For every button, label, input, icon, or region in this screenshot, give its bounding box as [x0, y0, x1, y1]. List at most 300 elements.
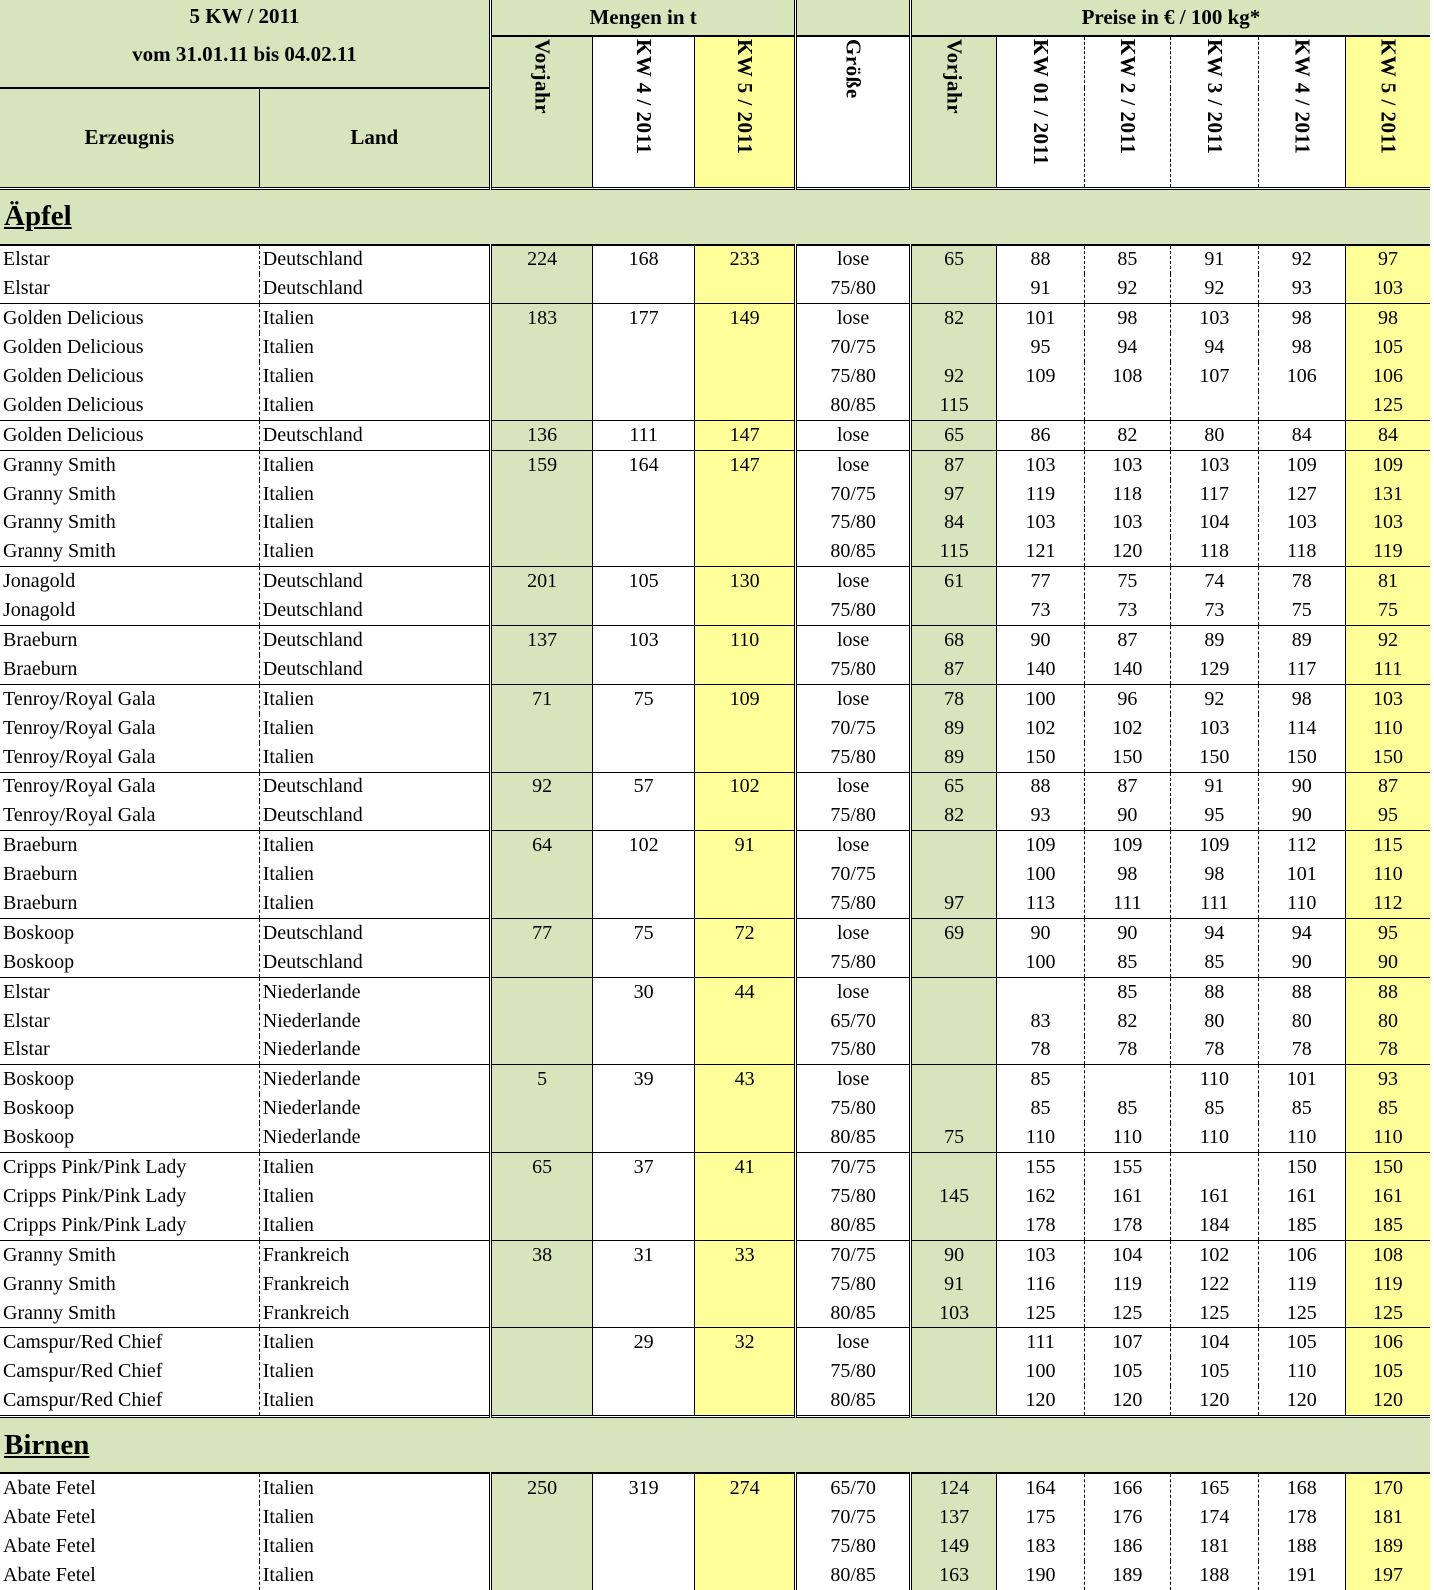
country-cell: Deutschland [259, 626, 490, 655]
qty-prev-year-cell: 250 [490, 1473, 592, 1503]
price-cell: 91 [1171, 245, 1258, 275]
qty-kw5-cell [694, 889, 796, 918]
qty-prev-year-cell: 71 [490, 684, 592, 713]
qty-kw4-cell [593, 948, 694, 977]
size-cell: lose [796, 684, 911, 713]
price-col-kw5 [1345, 36, 1430, 188]
table-row [0, 333, 1430, 362]
price-cell: 161 [1171, 1182, 1258, 1211]
price-cell: 82 [1084, 420, 1170, 450]
qty-prev-year-cell [490, 889, 592, 918]
table-row [0, 420, 1430, 450]
product-cell: Tenroy/Royal Gala [3, 716, 156, 739]
price-cell: 137 [910, 1503, 996, 1532]
qty-kw5-cell [694, 1036, 796, 1065]
qty-kw5-cell [694, 362, 796, 391]
price-cell: 174 [1171, 1503, 1258, 1532]
product-cell: Boskoop [0, 1065, 259, 1094]
product-cell: Elstar [0, 977, 259, 1006]
price-cell: 120 [1345, 1386, 1430, 1416]
product-cell: Golden Delicious [3, 336, 144, 359]
product-cell: Elstar [3, 248, 50, 271]
price-cell: 69 [910, 918, 996, 947]
country-cell: Deutschland [259, 948, 490, 977]
price-cell: 78 [1084, 1036, 1170, 1065]
price-cell: 102 [1084, 714, 1170, 743]
price-cell: 97 [1345, 245, 1430, 275]
price-cell: 85 [1084, 948, 1170, 977]
price-cell: 120 [1084, 1386, 1170, 1416]
price-cell: 98 [1345, 304, 1430, 333]
price-cell: 78 [997, 1036, 1084, 1065]
table-row [0, 1386, 1430, 1416]
price-cell: 95 [1171, 801, 1258, 830]
qty-prev-year-cell [490, 1036, 592, 1065]
qty-kw4-cell [593, 1532, 694, 1561]
price-cell: 75 [1084, 567, 1170, 596]
qty-kw4-cell: 57 [593, 772, 694, 801]
qty-kw5-cell: 33 [694, 1240, 796, 1269]
size-cell: lose [796, 977, 911, 1006]
size-cell: 75/80 [796, 948, 911, 977]
price-cell: 90 [910, 1240, 996, 1269]
price-cell: 94 [1084, 333, 1170, 362]
qty-kw5-cell [694, 1182, 796, 1211]
price-cell: 91 [1171, 772, 1258, 801]
qty-kw5-cell: 91 [694, 831, 796, 860]
qty-kw5-cell: 110 [694, 626, 796, 655]
country-cell: Frankreich [259, 1240, 490, 1269]
qty-kw4-cell [593, 1299, 694, 1328]
price-cell: 186 [1084, 1532, 1170, 1561]
price-cell: 103 [997, 450, 1084, 479]
price-cell: 149 [910, 1532, 996, 1561]
price-cell: 103 [1084, 450, 1170, 479]
qty-kw5-cell [694, 743, 796, 772]
qty-prev-year-cell [490, 391, 592, 420]
price-cell [910, 1036, 996, 1065]
price-cell: 108 [1345, 1240, 1430, 1269]
price-cell: 131 [1345, 480, 1430, 509]
price-cell: 61 [910, 567, 996, 596]
price-cell: 150 [1084, 743, 1170, 772]
price-cell: 65 [910, 420, 996, 450]
table-row [0, 1299, 1430, 1328]
table-row [0, 450, 1430, 479]
qty-prev-year-cell [490, 362, 592, 391]
table-row [0, 1036, 1430, 1065]
product-cell: Tenroy/Royal Gala [3, 804, 156, 827]
price-cell: 80 [1171, 1007, 1258, 1036]
country-cell: Frankreich [259, 1299, 490, 1328]
country-cell: Italien [259, 714, 490, 743]
product-cell: Abate Fetel [3, 1505, 96, 1528]
size-cell: 80/85 [796, 1386, 911, 1416]
price-cell: 110 [1258, 1357, 1345, 1386]
size-cell: lose [796, 831, 911, 860]
size-cell: 80/85 [796, 1123, 911, 1152]
price-cell: 119 [1345, 537, 1430, 566]
price-cell: 118 [1171, 537, 1258, 566]
price-cell: 92 [1084, 274, 1170, 303]
price-cell: 102 [1171, 1240, 1258, 1269]
price-cell: 85 [1171, 1094, 1258, 1123]
price-cell: 110 [1345, 860, 1430, 889]
qty-prev-year-cell [490, 1270, 592, 1299]
product-cell: Abate Fetel [3, 1534, 96, 1557]
qty-kw4-cell [593, 1357, 694, 1386]
qty-kw5-cell [694, 333, 796, 362]
qty-kw5-cell: 147 [694, 450, 796, 479]
qty-col-prev-year [490, 36, 592, 188]
table-row [0, 1532, 1430, 1561]
price-cell: 94 [1171, 918, 1258, 947]
price-cell: 120 [997, 1386, 1084, 1416]
qty-kw5-cell [694, 1386, 796, 1416]
price-cell: 103 [1345, 509, 1430, 538]
price-cell: 122 [1171, 1270, 1258, 1299]
country-cell: Italien [259, 1328, 490, 1357]
qty-kw5-cell [694, 596, 796, 625]
price-cell: 118 [1084, 480, 1170, 509]
price-cell: 106 [1345, 1328, 1430, 1357]
report-date-range: vom 31.01.11 bis 04.02.11 [132, 42, 357, 66]
country-cell: Italien [259, 1182, 490, 1211]
table-row [0, 801, 1430, 830]
qty-kw4-cell [593, 743, 694, 772]
price-cell: 119 [1084, 1270, 1170, 1299]
price-cell: 78 [910, 684, 996, 713]
qty-kw5-cell: 43 [694, 1065, 796, 1094]
price-cell: 103 [1171, 304, 1258, 333]
price-cell: 181 [1345, 1503, 1430, 1532]
size-cell: 75/80 [796, 274, 911, 303]
table-row [0, 889, 1430, 918]
price-cell: 165 [1171, 1473, 1258, 1503]
price-cell: 83 [997, 1007, 1084, 1036]
col-country-header: Land [259, 88, 490, 188]
country-cell: Italien [259, 1386, 490, 1416]
price-cell [997, 391, 1084, 420]
qty-col-kw4 [593, 36, 694, 188]
size-cell: 70/75 [796, 1240, 911, 1269]
price-cell: 111 [1084, 889, 1170, 918]
size-cell: 70/75 [796, 1503, 911, 1532]
price-cell: 104 [1084, 1240, 1170, 1269]
price-cell: 101 [1258, 860, 1345, 889]
product-cell: Granny Smith [0, 450, 259, 479]
qty-kw5-cell [694, 537, 796, 566]
price-cell: 86 [997, 420, 1084, 450]
table-row [0, 391, 1430, 420]
price-cell: 98 [1084, 860, 1170, 889]
size-cell: 70/75 [796, 714, 911, 743]
price-cell: 110 [1258, 889, 1345, 918]
qty-kw4-cell [593, 1503, 694, 1532]
qty-prev-year-cell [490, 655, 592, 684]
qty-kw5-cell: 102 [694, 772, 796, 801]
price-cell: 81 [1345, 567, 1430, 596]
price-cell [910, 1094, 996, 1123]
size-cell: 80/85 [796, 537, 911, 566]
price-cell [1084, 391, 1170, 420]
qty-kw5-cell [694, 801, 796, 830]
qty-kw5-cell: 130 [694, 567, 796, 596]
price-cell: 95 [1345, 918, 1430, 947]
price-cell: 116 [997, 1270, 1084, 1299]
price-cell [910, 1065, 996, 1094]
price-cell: 75 [1258, 596, 1345, 625]
product-cell: Tenroy/Royal Gala [0, 684, 259, 713]
price-cell: 106 [1345, 362, 1430, 391]
country-cell: Niederlande [259, 1094, 490, 1123]
size-cell: 75/80 [796, 801, 911, 830]
size-cell: 75/80 [796, 362, 911, 391]
qty-prev-year-cell [490, 1503, 592, 1532]
qty-kw4-cell: 319 [593, 1473, 694, 1503]
country-cell: Niederlande [259, 1065, 490, 1094]
price-cell: 109 [1084, 831, 1170, 860]
price-cell: 170 [1345, 1473, 1430, 1503]
price-cell: 95 [1345, 801, 1430, 830]
size-cell: 65/70 [796, 1473, 911, 1503]
price-cell: 78 [1258, 1036, 1345, 1065]
size-cell: lose [796, 626, 911, 655]
price-cell: 98 [1084, 304, 1170, 333]
section-header-cell [0, 1417, 1430, 1474]
price-cell: 90 [1345, 948, 1430, 977]
qty-prev-year-cell [490, 1007, 592, 1036]
table-row [0, 948, 1430, 977]
table-row [0, 1211, 1430, 1240]
country-cell: Deutschland [259, 274, 490, 303]
qty-prev-year-cell [490, 1123, 592, 1152]
price-cell: 92 [1345, 626, 1430, 655]
qty-kw4-cell: 75 [593, 684, 694, 713]
price-cell [910, 1007, 996, 1036]
qty-kw4-cell: 164 [593, 450, 694, 479]
price-cell: 85 [1171, 948, 1258, 977]
table-row [0, 1270, 1430, 1299]
qty-prev-year-cell [490, 537, 592, 566]
qty-prev-year-cell [490, 801, 592, 830]
table-row [0, 304, 1430, 333]
size-cell: lose [796, 567, 911, 596]
qty-prev-year-cell [490, 333, 592, 362]
table-row [0, 362, 1430, 391]
qty-kw5-cell [694, 1503, 796, 1532]
size-cell: 70/75 [796, 333, 911, 362]
price-cell: 87 [1084, 626, 1170, 655]
product-cell: Golden Delicious [3, 365, 144, 387]
size-cell: 70/75 [796, 860, 911, 889]
price-cell: 85 [1084, 1094, 1170, 1123]
price-col-kw5-label: KW 5 / 2011 [1376, 39, 1401, 155]
price-cell: 150 [1258, 743, 1345, 772]
qty-prev-year-cell [490, 1532, 592, 1561]
product-cell: Granny Smith [3, 511, 116, 534]
qty-prev-year-cell [490, 509, 592, 538]
price-cell: 109 [1171, 831, 1258, 860]
qty-prev-year-cell: 183 [490, 304, 592, 333]
price-cell: 120 [1258, 1386, 1345, 1416]
country-cell: Italien [259, 450, 490, 479]
price-col-kw3-label: KW 3 / 2011 [1202, 39, 1227, 155]
price-cell: 94 [1258, 918, 1345, 947]
price-cell: 103 [1258, 509, 1345, 538]
size-cell: lose [796, 1328, 911, 1357]
country-cell: Italien [259, 1532, 490, 1561]
country-cell: Deutschland [259, 772, 490, 801]
price-cell: 77 [997, 567, 1084, 596]
price-cell: 80 [1258, 1007, 1345, 1036]
size-cell: 75/80 [796, 1357, 911, 1386]
product-cell: Braeburn [0, 831, 259, 860]
country-cell: Italien [259, 537, 490, 566]
price-cell: 80 [1171, 420, 1258, 450]
product-cell: Boskoop [0, 918, 259, 947]
price-cell [910, 1386, 996, 1416]
price-cell: 68 [910, 626, 996, 655]
price-cell: 188 [1258, 1532, 1345, 1561]
price-group-header: Preise in € / 100 kg* [910, 0, 1430, 36]
country-cell: Deutschland [259, 801, 490, 830]
qty-prev-year-cell: 224 [490, 245, 592, 275]
price-cell: 88 [997, 772, 1084, 801]
price-cell: 117 [1171, 480, 1258, 509]
price-cell: 75 [910, 1123, 996, 1152]
price-cell: 150 [1345, 743, 1430, 772]
price-cell: 105 [1345, 333, 1430, 362]
section-header [0, 1417, 1430, 1474]
price-cell: 105 [1084, 1357, 1170, 1386]
price-cell: 189 [1084, 1561, 1170, 1590]
qty-prev-year-cell [490, 1357, 592, 1386]
size-cell: 75/80 [796, 1036, 911, 1065]
price-col-kw2-label: KW 2 / 2011 [1115, 39, 1140, 155]
price-cell: 164 [997, 1473, 1084, 1503]
price-cell: 101 [1258, 1065, 1345, 1094]
product-cell: Jonagold [0, 567, 259, 596]
price-cell: 125 [1345, 1299, 1430, 1328]
price-col-kw1-label: KW 01 / 2011 [1029, 39, 1053, 166]
qty-prev-year-cell [490, 860, 592, 889]
price-col-kw3 [1171, 36, 1258, 188]
country-cell: Italien [259, 860, 490, 889]
qty-col-kw5 [694, 36, 796, 188]
size-cell: 75/80 [796, 655, 911, 684]
product-cell: Braeburn [3, 892, 78, 915]
price-cell: 102 [997, 714, 1084, 743]
product-cell: Camspur/Red Chief [0, 1328, 259, 1357]
qty-kw4-cell [593, 1007, 694, 1036]
size-col [796, 36, 911, 188]
price-cell: 140 [1084, 655, 1170, 684]
price-cell: 110 [1171, 1123, 1258, 1152]
price-cell: 90 [1258, 801, 1345, 830]
product-cell: Braeburn [3, 657, 78, 680]
price-cell [1171, 391, 1258, 420]
price-col-prev-year-label: Vorjahr [942, 39, 967, 115]
qty-prev-year-cell: 137 [490, 626, 592, 655]
qty-prev-year-cell: 159 [490, 450, 592, 479]
table-row [0, 626, 1430, 655]
product-cell: Boskoop [3, 950, 75, 973]
report-title: 5 KW / 2011 [189, 4, 300, 28]
qty-kw5-cell [694, 509, 796, 538]
qty-kw4-cell [593, 714, 694, 743]
price-cell: 107 [1171, 362, 1258, 391]
price-cell: 87 [910, 450, 996, 479]
price-cell: 89 [1258, 626, 1345, 655]
price-cell: 125 [1084, 1299, 1170, 1328]
country-cell: Italien [259, 509, 490, 538]
price-cell: 74 [1171, 567, 1258, 596]
table-row [0, 1328, 1430, 1357]
price-cell: 163 [910, 1561, 996, 1590]
country-cell: Niederlande [259, 1123, 490, 1152]
section-header [0, 188, 1430, 245]
price-cell [910, 596, 996, 625]
price-cell: 120 [1084, 537, 1170, 566]
price-cell: 98 [1258, 304, 1345, 333]
section-title: Äpfel [4, 200, 72, 232]
product-cell: Elstar [3, 277, 50, 300]
price-cell: 96 [1084, 684, 1170, 713]
table-row [0, 714, 1430, 743]
price-cell: 103 [1171, 714, 1258, 743]
price-cell: 110 [1345, 1123, 1430, 1152]
size-cell: 75/80 [796, 1532, 911, 1561]
price-cell: 100 [997, 1357, 1084, 1386]
price-cell: 105 [1171, 1357, 1258, 1386]
price-cell: 181 [1171, 1532, 1258, 1561]
size-cell: 80/85 [796, 391, 911, 420]
country-cell: Deutschland [259, 245, 490, 275]
qty-kw4-cell [593, 480, 694, 509]
country-cell: Italien [259, 391, 490, 420]
price-cell: 125 [997, 1299, 1084, 1328]
price-cell: 90 [1258, 772, 1345, 801]
qty-kw4-cell [593, 1211, 694, 1240]
price-cell: 109 [997, 362, 1084, 391]
price-cell: 103 [997, 509, 1084, 538]
country-cell: Italien [259, 333, 490, 362]
price-cell [910, 1328, 996, 1357]
qty-prev-year-cell [490, 1328, 592, 1357]
price-cell: 85 [1084, 245, 1170, 275]
size-cell: lose [796, 420, 911, 450]
size-cell: 70/75 [796, 1153, 911, 1182]
price-cell: 85 [997, 1065, 1084, 1094]
price-cell: 115 [910, 391, 996, 420]
qty-kw5-cell: 32 [694, 1328, 796, 1357]
qty-kw5-cell [694, 391, 796, 420]
product-cell: Cripps Pink/Pink Lady [0, 1153, 259, 1182]
price-cell: 125 [1171, 1299, 1258, 1328]
price-cell: 88 [1258, 977, 1345, 1006]
price-cell: 104 [1171, 509, 1258, 538]
qty-kw4-cell: 103 [593, 626, 694, 655]
price-cell: 150 [997, 743, 1084, 772]
qty-kw5-cell [694, 860, 796, 889]
price-cell: 89 [910, 714, 996, 743]
product-cell: Golden Delicious [0, 420, 259, 450]
qty-kw4-cell: 177 [593, 304, 694, 333]
qty-kw4-cell [593, 596, 694, 625]
price-cell: 184 [1171, 1211, 1258, 1240]
product-cell: Elstar [3, 1009, 50, 1032]
